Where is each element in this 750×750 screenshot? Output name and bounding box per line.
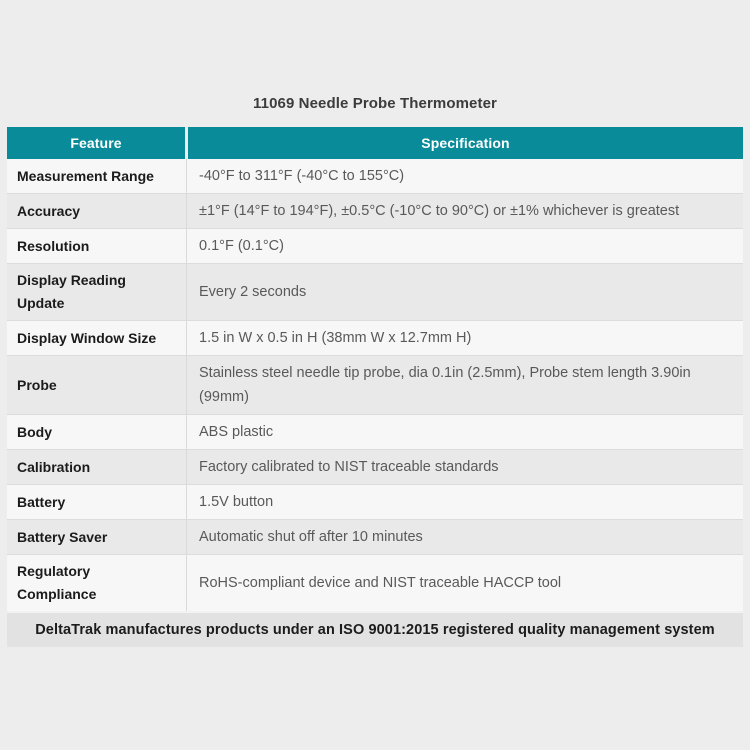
specification-cell: 1.5V button <box>187 485 744 520</box>
feature-cell: Calibration <box>7 450 187 485</box>
feature-cell: Display Window Size <box>7 321 187 356</box>
specification-cell: ABS plastic <box>187 415 744 450</box>
feature-cell: Resolution <box>7 229 187 264</box>
specification-cell: Factory calibrated to NIST traceable standards <box>187 450 744 485</box>
feature-cell: Regulatory Compliance <box>7 555 187 613</box>
table-row <box>7 415 743 450</box>
specification-cell: RoHS-compliant device and NIST traceable HACCP tool <box>187 555 744 613</box>
specification-cell: Every 2 seconds <box>187 264 744 321</box>
specification-cell: ±1°F (14°F to 194°F), ±0.5°C (-10°C to 90°C) or ±1% whichever is greatest <box>187 194 744 229</box>
table-row <box>7 520 743 555</box>
table-row <box>7 356 743 415</box>
feature-cell: Body <box>7 415 187 450</box>
footer-row <box>7 612 743 647</box>
page-title: 11069 Needle Probe Thermometer <box>253 95 497 112</box>
feature-column-header: Feature <box>7 127 187 159</box>
feature-cell: Battery Saver <box>7 520 187 555</box>
feature-cell: Battery <box>7 485 187 520</box>
specification-cell: -40°F to 311°F (-40°C to 155°C) <box>187 159 744 194</box>
specification-table-body <box>7 159 743 612</box>
specification-cell: Automatic shut off after 10 minutes <box>187 520 744 555</box>
feature-cell: Accuracy <box>7 194 187 229</box>
table-row <box>7 555 743 613</box>
specification-column-header: Specification <box>187 127 744 159</box>
specification-table <box>7 127 743 647</box>
table-row <box>7 229 743 264</box>
table-row <box>7 264 743 321</box>
specification-cell: 1.5 in W x 0.5 in H (38mm W x 12.7mm H) <box>187 321 744 356</box>
feature-cell: Probe <box>7 356 187 415</box>
table-row <box>7 321 743 356</box>
table-row <box>7 194 743 229</box>
specification-table-head <box>7 127 743 159</box>
table-row <box>7 159 743 194</box>
feature-cell: Display Reading Update <box>7 264 187 321</box>
specification-table-foot <box>7 612 743 647</box>
feature-cell: Measurement Range <box>7 159 187 194</box>
specification-cell: 0.1°F (0.1°C) <box>187 229 744 264</box>
table-row <box>7 485 743 520</box>
specification-cell: Stainless steel needle tip probe, dia 0.1in (2.5mm), Probe stem length 3.90in (99mm) <box>187 356 744 415</box>
table-row <box>7 450 743 485</box>
iso-statement: DeltaTrak manufactures products under an ISO 9001:2015 registered quality management system <box>7 612 743 647</box>
header-row <box>7 127 743 159</box>
